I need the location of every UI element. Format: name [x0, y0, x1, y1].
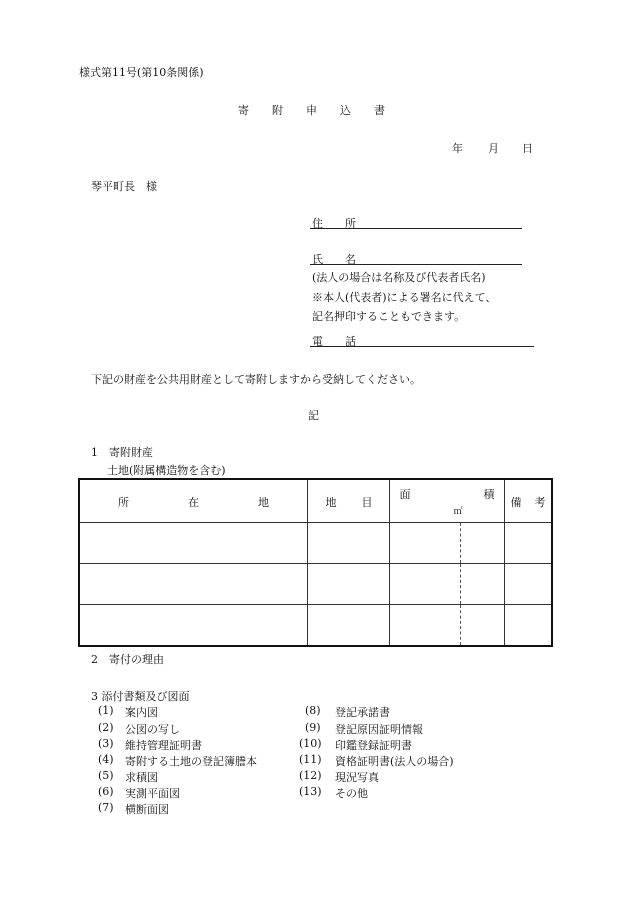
attach-text: 現況写真 — [335, 771, 379, 784]
attach-no: (13) — [299, 785, 322, 798]
address-line[interactable] — [310, 228, 522, 229]
title-char: 込 — [340, 104, 351, 117]
cell-remarks[interactable] — [504, 605, 552, 647]
table-row — [79, 523, 552, 564]
attach-no: (10) — [299, 737, 322, 750]
title-char: 申 — [306, 104, 317, 117]
ki-label: 記 — [308, 409, 319, 422]
attach-text: 印鑑登録証明書 — [335, 739, 412, 752]
header-area: 面 積 ㎡ — [389, 479, 504, 523]
section1-heading: 1 寄附財産 — [91, 446, 153, 459]
cell-category[interactable] — [307, 605, 389, 647]
corp-note: (法人の場合は名称及び代表者氏名) — [312, 271, 486, 284]
attach-no: (4) — [98, 753, 114, 766]
title-char: 書 — [374, 104, 385, 117]
attach-no: (6) — [98, 785, 114, 798]
attach-text: 資格証明書(法人の場合) — [335, 755, 454, 768]
attach-text: 登記承諾書 — [335, 706, 390, 719]
title-char: 寄 — [238, 104, 249, 117]
attach-no: (12) — [299, 769, 322, 782]
attach-text: 公図の写し — [125, 723, 180, 736]
cell-area[interactable] — [389, 564, 504, 605]
cell-area[interactable] — [389, 605, 504, 647]
attach-no: (2) — [98, 721, 114, 734]
title-char: 附 — [272, 104, 283, 117]
attach-text: 横断面図 — [125, 803, 169, 816]
date-day: 日 — [522, 142, 533, 155]
cell-category[interactable] — [307, 564, 389, 605]
attach-no: (9) — [305, 721, 321, 734]
cell-remarks[interactable] — [504, 564, 552, 605]
attach-no: (3) — [98, 737, 114, 750]
attach-no: (11) — [299, 753, 322, 766]
table-row — [79, 564, 552, 605]
attach-no: (5) — [98, 769, 114, 782]
body-text: 下記の財産を公共用財産として寄附しますから受納してください。 — [91, 373, 421, 386]
header-remarks: 備 考 — [504, 479, 552, 523]
header-category: 地 目 — [307, 479, 389, 523]
cell-remarks[interactable] — [504, 523, 552, 564]
phone-label: 電 話 — [312, 335, 356, 348]
cell-location[interactable] — [79, 523, 307, 564]
sign-note-1: ※本人(代表者)による署名に代えて、 — [312, 291, 497, 304]
attach-text: 実測平面図 — [125, 787, 180, 800]
addressee: 琴平町長 様 — [91, 180, 157, 193]
attach-no: (8) — [305, 704, 321, 717]
name-label: 氏 名 — [312, 253, 356, 266]
cell-location[interactable] — [79, 564, 307, 605]
section2-heading: 2 寄付の理由 — [91, 653, 164, 666]
attach-no: (1) — [98, 704, 114, 717]
land-table — [78, 478, 553, 647]
attach-text: その他 — [335, 787, 368, 800]
phone-line[interactable] — [310, 346, 534, 347]
attach-text: 求積図 — [125, 771, 158, 784]
cell-area[interactable] — [389, 523, 504, 564]
area-unit: ㎡ — [453, 507, 463, 517]
attach-text: 案内図 — [125, 706, 158, 719]
attach-no: (7) — [98, 801, 114, 814]
attach-text: 維持管理証明書 — [125, 739, 202, 752]
cell-location[interactable] — [79, 605, 307, 647]
header-location: 所 在 地 — [79, 479, 307, 523]
section3-heading: 3 添付書類及び図面 — [91, 690, 190, 703]
attach-text: 登記原因証明情報 — [335, 723, 423, 736]
cell-category[interactable] — [307, 523, 389, 564]
date-month: 月 — [488, 142, 499, 155]
table-header-row — [79, 479, 552, 523]
address-label: 住 所 — [312, 217, 356, 230]
form-number: 様式第11号(第10条関係) — [79, 66, 204, 79]
date-year: 年 — [452, 142, 463, 155]
attach-text: 寄附する土地の登記簿謄本 — [125, 755, 257, 768]
section1-subheading: 土地(附属構造物を含む) — [107, 464, 226, 477]
name-line[interactable] — [310, 264, 522, 265]
table-row — [79, 605, 552, 647]
sign-note-2: 記名押印することもできます。 — [312, 310, 466, 323]
